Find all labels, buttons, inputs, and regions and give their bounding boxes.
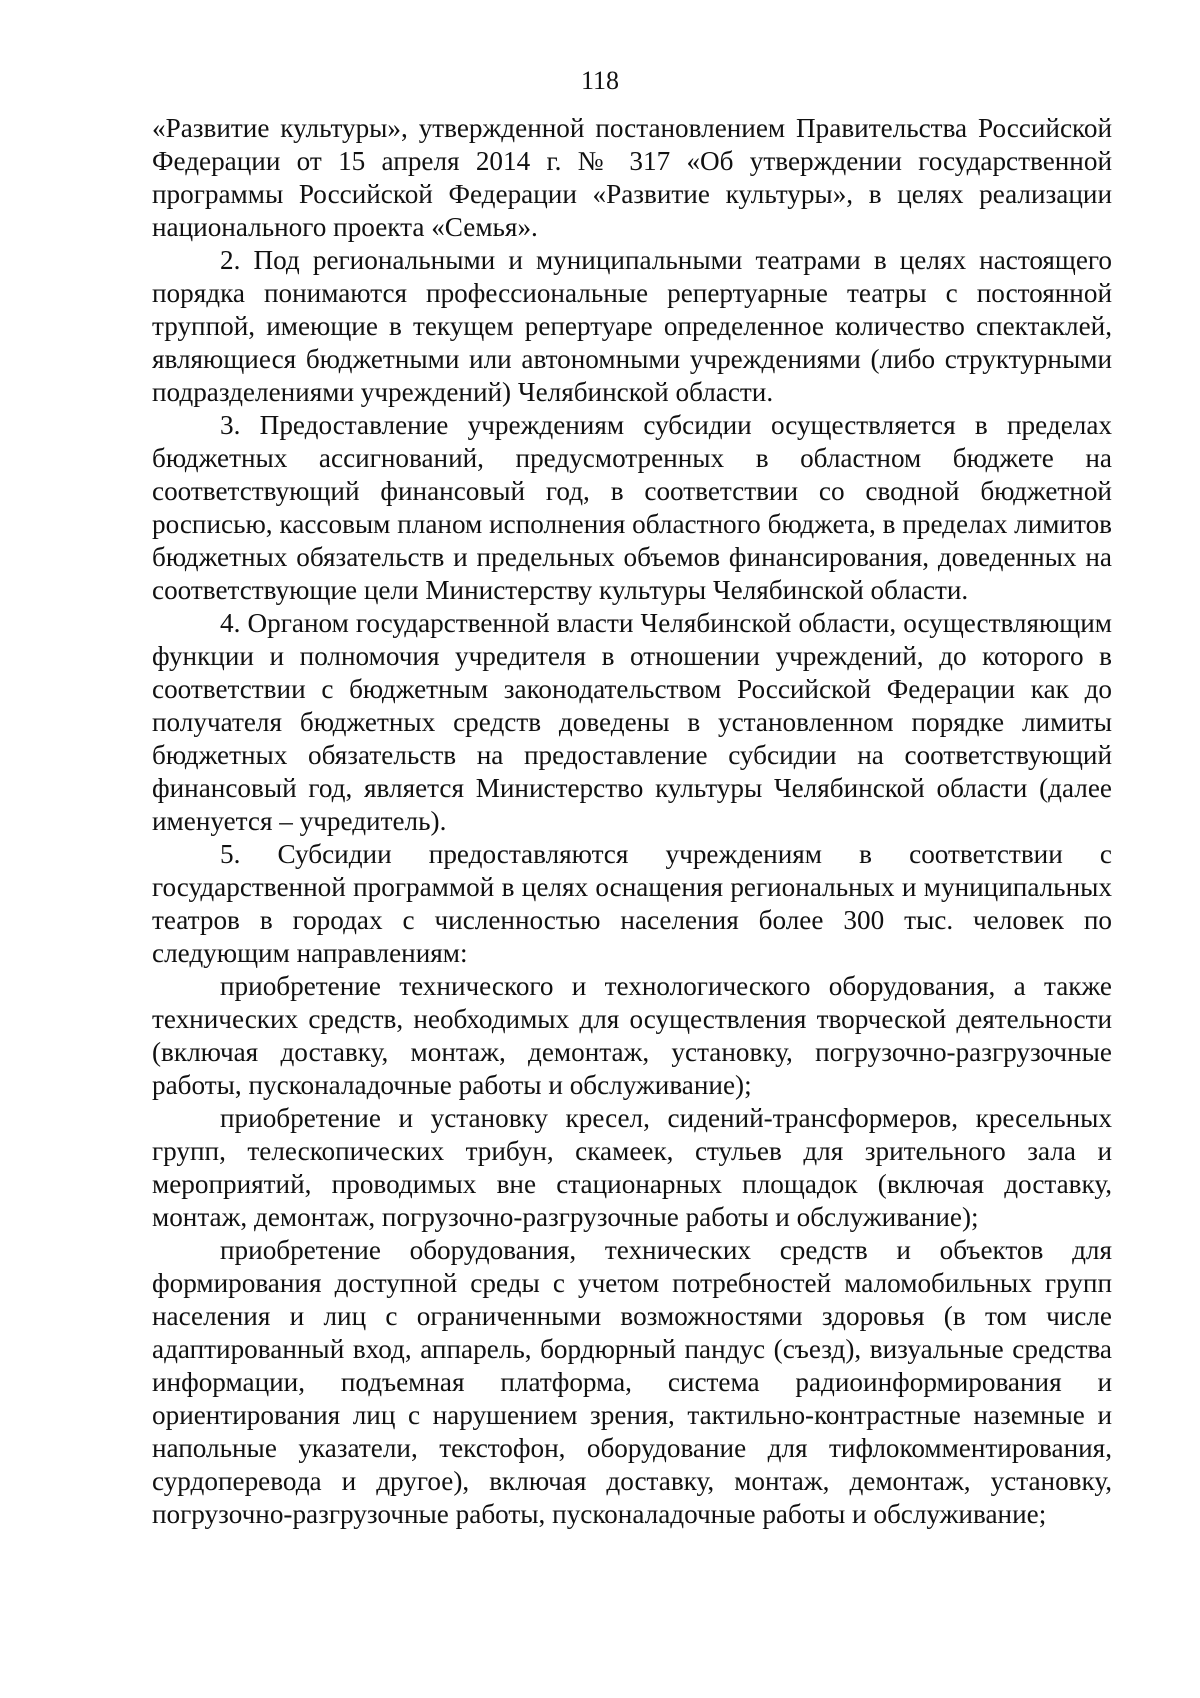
- paragraph-item-3: 3. Предоставление учреждениям субсидии осуществляется в пределах бюджетных ассигнований, предусмотренных в областном бюджете на соответствующий финансовый год, в соответствии со сводной бюджетной росписью, кассовым планом исполнения областного бюджета, в пределах лимитов бюджетных обязательств и предельных объемов финансирования, доведенных на соответствующие цели Министерству культуры Челябинской области.: [152, 410, 1112, 605]
- page-number: 118: [580, 66, 620, 95]
- paragraph-continuation: «Развитие культуры», утвержденной постановлением Правительства Российской Федерации от 15 апреля 2014 г. № 317 «Об утверждении государственной программы Российской Федерации «Развитие культуры», в целях реализации национального проекта «Семья».: [152, 113, 1112, 242]
- direction-technical-equipment: приобретение технического и технологического оборудования, а также технических средств, необходимых для осуществления творческой деятельности (включая доставку, монтаж, демонтаж, установку, погрузочно-разгрузочные работы, пусконаладочные работы и обслуживание);: [152, 971, 1112, 1100]
- paragraph-item-2: 2. Под региональными и муниципальными театрами в целях настоящего порядка понимаются профессиональные репертуарные театры с постоянной труппой, имеющие в текущем репертуаре определенное количество спектаклей, являющиеся бюджетными или автономными учреждениями (либо структурными подразделениями учреждений) Челябинской области.: [152, 245, 1112, 407]
- paragraph-item-4: 4. Органом государственной власти Челябинской области, осуществляющим функции и полномочия учредителя в отношении учреждений, до которого в соответствии с бюджетным законодательством Российской Федерации как до получателя бюджетных средств доведены в установленном порядке лимиты бюджетных обязательств на предоставление субсидии на соответствующий финансовый год, является Министерство культуры Челябинской области (далее именуется – учредитель).: [152, 608, 1112, 836]
- document-body: [152, 112, 1112, 1531]
- direction-accessible-environment: приобретение оборудования, технических средств и объектов для формирования доступной среды с учетом потребностей маломобильных групп населения и лиц с ограниченными возможностями здоровья (в том числе адаптированный вход, аппарель, бордюрный пандус (съезд), визуальные средства информации, подъемная платформа, система радиоинформирования и ориентирования лиц с нарушением зрения, тактильно-контрастные наземные и напольные указатели, текстофон, оборудование для тифлокомментирования, сурдоперевода и другое), включая доставку, монтаж, демонтаж, установку, погрузочно-разгрузочные работы, пусконаладочные работы и обслуживание;: [152, 1235, 1112, 1529]
- paragraph-item-5: 5. Субсидии предоставляются учреждениям в соответствии с государственной программой в целях оснащения региональных и муниципальных театров в городах с численностью населения более 300 тыс. человек по следующим направлениям:: [152, 839, 1112, 968]
- direction-seating: приобретение и установку кресел, сидений-трансформеров, кресельных групп, телескопических трибун, скамеек, стульев для зрительного зала и мероприятий, проводимых вне стационарных площадок (включая доставку, монтаж, демонтаж, погрузочно-разгрузочные работы и обслуживание);: [152, 1103, 1112, 1232]
